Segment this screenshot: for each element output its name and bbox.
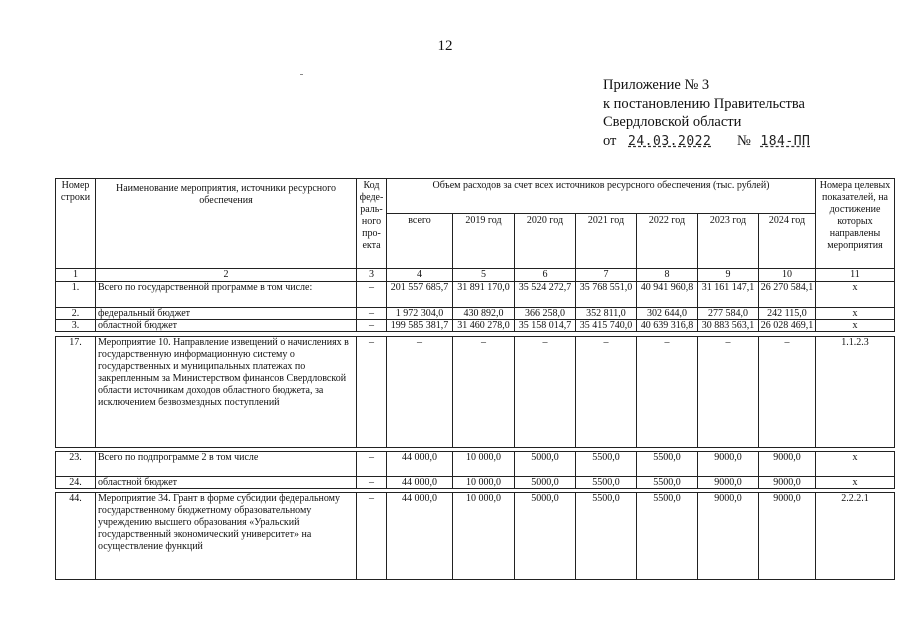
- row-2020: 366 258,0: [514, 307, 576, 320]
- col-number: 4: [386, 268, 453, 282]
- decree-date: 24.03.2022: [628, 133, 712, 149]
- col-number: 1: [55, 268, 96, 282]
- row-total: 44 000,0: [386, 476, 453, 489]
- row-2019: 430 892,0: [452, 307, 515, 320]
- row-2019: 31 460 278,0: [452, 319, 515, 332]
- row-2020: –: [514, 336, 576, 448]
- row-targets: x: [815, 319, 895, 332]
- row-2024: 9000,0: [758, 451, 816, 477]
- row-targets: x: [815, 476, 895, 489]
- row-2020: 35 524 272,7: [514, 281, 576, 308]
- appendix-date-row: [603, 132, 810, 152]
- row-name: федеральный бюджет: [95, 307, 357, 320]
- row-total: 1 972 304,0: [386, 307, 453, 320]
- header-total: всего: [386, 213, 453, 269]
- header-volume: Объем расходов за счет всех источников ресурсного обеспечения (тыс. рублей): [386, 178, 816, 214]
- row-2021: 352 811,0: [575, 307, 637, 320]
- row-name: областной бюджет: [95, 476, 357, 489]
- row-name: Мероприятие 10. Направление извещений о начислениях в государственную информационную систему о государственных и муниципальных платежах по закрепленным за Министерством финансов Свердловской области источникам доходов областного бюджета, за исключением безвозмездных поступлений: [95, 336, 357, 448]
- row-2019: 31 891 170,0: [452, 281, 515, 308]
- row-2024: –: [758, 336, 816, 448]
- row-2023: 9000,0: [697, 492, 759, 580]
- row-number: 1.: [55, 281, 96, 308]
- row-2019: 10 000,0: [452, 492, 515, 580]
- header-code: Код феде-раль-ного про-екта: [356, 178, 387, 269]
- header-2023: 2023 год: [697, 213, 759, 269]
- row-2022: –: [636, 336, 698, 448]
- row-number: 3.: [55, 319, 96, 332]
- row-number: 23.: [55, 451, 96, 477]
- table-row: [55, 476, 858, 489]
- row-2022: 40 941 960,8: [636, 281, 698, 308]
- row-2021: 35 415 740,0: [575, 319, 637, 332]
- header-targets: Номера целевых показателей, на достижение которых направлены мероприятия: [815, 178, 895, 269]
- row-2021: –: [575, 336, 637, 448]
- col-number: 11: [815, 268, 895, 282]
- row-2022: 5500,0: [636, 451, 698, 477]
- row-code: –: [356, 476, 387, 489]
- table-row: [55, 281, 858, 308]
- row-2019: –: [452, 336, 515, 448]
- row-2024: 26 270 584,1: [758, 281, 816, 308]
- row-2020: 35 158 014,7: [514, 319, 576, 332]
- row-2023: 9000,0: [697, 451, 759, 477]
- number-label: №: [736, 132, 751, 149]
- col-number: 8: [636, 268, 698, 282]
- row-2021: 5500,0: [575, 492, 637, 580]
- row-2023: 9000,0: [697, 476, 759, 489]
- row-2021: 5500,0: [575, 451, 637, 477]
- row-name: Всего по государственной программе в том числе:: [95, 281, 357, 308]
- decree-number: 184-ПП: [760, 133, 811, 149]
- row-2022: 5500,0: [636, 492, 698, 580]
- scan-mark: [300, 74, 303, 75]
- page-number: 12: [437, 38, 453, 54]
- row-2024: 242 115,0: [758, 307, 816, 320]
- row-2022: 5500,0: [636, 476, 698, 489]
- col-number: 6: [514, 268, 576, 282]
- row-2022: 40 639 316,8: [636, 319, 698, 332]
- row-code: –: [356, 492, 387, 580]
- row-name: Всего по подпрограмме 2 в том числе: [95, 451, 357, 477]
- table-row: [55, 336, 869, 448]
- row-total: 44 000,0: [386, 492, 453, 580]
- appendix-block: [603, 76, 810, 151]
- row-name: Мероприятие 34. Грант в форме субсидии федеральному государственному бюджетному образовательному учреждению высшего образования «Уральский государственный экономический университет» на осуществление функций: [95, 492, 357, 580]
- appendix-line-1: Приложение № 3: [603, 77, 710, 93]
- table-row: [55, 319, 858, 332]
- row-2024: 9000,0: [758, 492, 816, 580]
- from-label: от: [603, 132, 617, 149]
- row-number: 24.: [55, 476, 96, 489]
- row-name: областной бюджет: [95, 319, 357, 332]
- table-row: [55, 451, 858, 477]
- row-total: –: [386, 336, 453, 448]
- table-header: [55, 178, 891, 269]
- col-number: 9: [697, 268, 759, 282]
- row-2023: –: [697, 336, 759, 448]
- header-2019: 2019 год: [452, 213, 515, 269]
- header-row-num: Номер строки: [55, 178, 96, 269]
- row-number: 17.: [55, 336, 96, 448]
- appendix-line-3: Свердловской области: [603, 114, 742, 130]
- col-number: 2: [95, 268, 357, 282]
- header-2022: 2022 год: [636, 213, 698, 269]
- row-number: 44.: [55, 492, 96, 580]
- row-2023: 31 161 147,1: [697, 281, 759, 308]
- row-targets: x: [815, 281, 895, 308]
- row-2019: 10 000,0: [452, 451, 515, 477]
- row-code: –: [356, 336, 387, 448]
- header-2021: 2021 год: [575, 213, 637, 269]
- row-2024: 9000,0: [758, 476, 816, 489]
- row-targets: 2.2.2.1: [815, 492, 895, 580]
- header-2020: 2020 год: [514, 213, 576, 269]
- table-row: [55, 492, 869, 580]
- row-targets: 1.1.2.3: [815, 336, 895, 448]
- row-targets: x: [815, 451, 895, 477]
- col-number: 3: [356, 268, 387, 282]
- row-2021: 35 768 551,0: [575, 281, 637, 308]
- row-code: –: [356, 319, 387, 332]
- row-targets: x: [815, 307, 895, 320]
- col-number: 5: [452, 268, 515, 282]
- row-2022: 302 644,0: [636, 307, 698, 320]
- col-number: 10: [758, 268, 816, 282]
- row-total: 201 557 685,7: [386, 281, 453, 308]
- header-name: Наименование мероприятия, источники ресурсного обеспечения: [95, 178, 357, 269]
- row-code: –: [356, 451, 387, 477]
- row-2020: 5000,0: [514, 451, 576, 477]
- row-2021: 5500,0: [575, 476, 637, 489]
- row-2020: 5000,0: [514, 476, 576, 489]
- row-total: 199 585 381,7: [386, 319, 453, 332]
- row-number: 2.: [55, 307, 96, 320]
- row-2019: 10 000,0: [452, 476, 515, 489]
- appendix-line-2: к постановлению Правительства: [603, 95, 805, 112]
- row-code: –: [356, 307, 387, 320]
- row-2020: 5000,0: [514, 492, 576, 580]
- col-number: 7: [575, 268, 637, 282]
- row-2023: 30 883 563,1: [697, 319, 759, 332]
- row-2023: 277 584,0: [697, 307, 759, 320]
- row-code: –: [356, 281, 387, 308]
- column-numbers-row: [55, 268, 860, 282]
- row-2024: 26 028 469,1: [758, 319, 816, 332]
- header-2024: 2024 год: [758, 213, 816, 269]
- row-total: 44 000,0: [386, 451, 453, 477]
